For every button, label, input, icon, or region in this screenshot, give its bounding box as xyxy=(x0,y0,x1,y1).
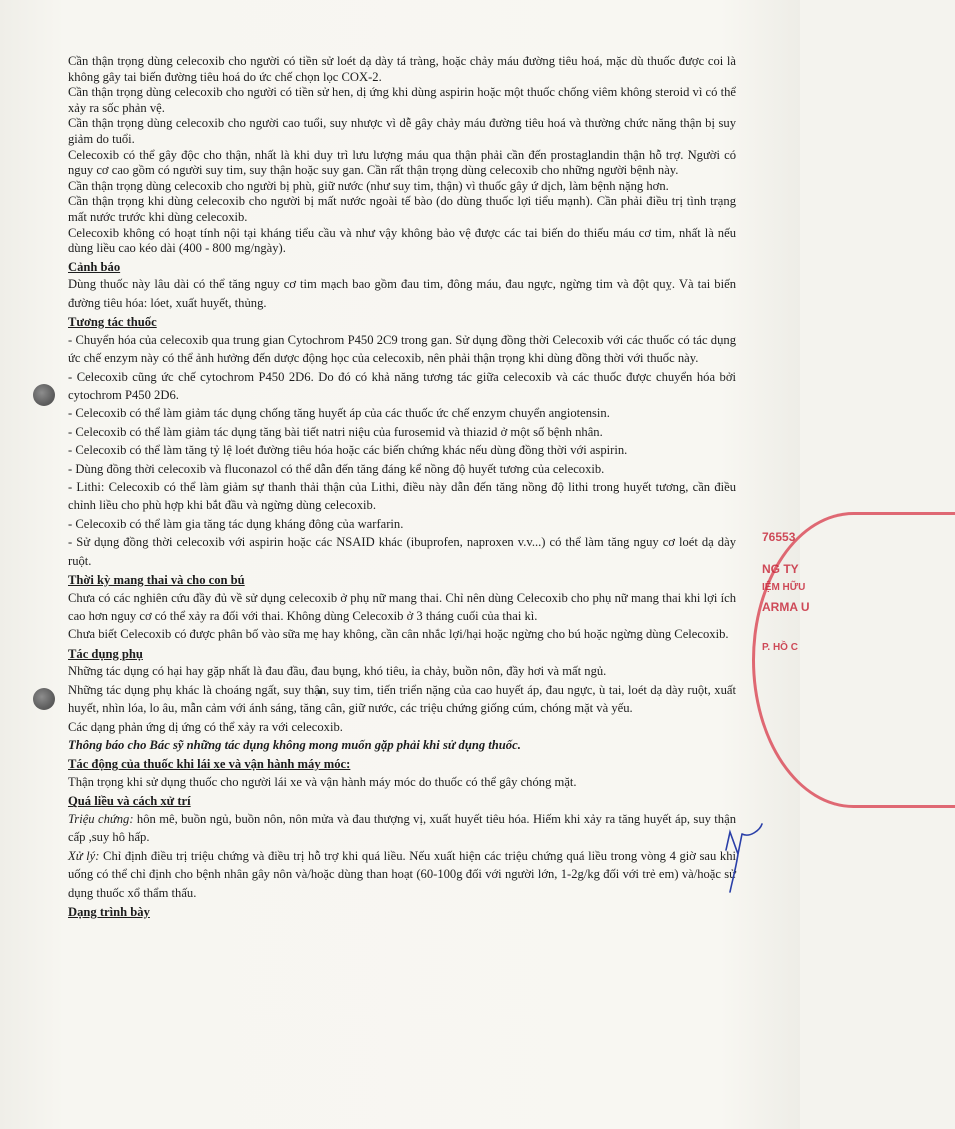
punch-hole-bottom xyxy=(33,688,55,710)
paragraph: Cần thận trọng dùng celecoxib cho người có tiền sử loét dạ dày tá tràng, hoặc chảy máu đường tiêu hoá, mặc dù thuốc được coi là không gây tai biến đường tiêu hoá do ức chế chọn lọc COX-2. xyxy=(68,54,736,84)
paragraph: Dùng thuốc này lâu dài có thể tăng nguy cơ tim mạch bao gồm đau tim, đông máu, đau ngực, ngừng tim và đột quỵ. Và tai biến đường tiêu hóa: lóet, xuất huyết, thủng. xyxy=(68,277,736,310)
paragraph: Cần thận trọng dùng celecoxib cho người có tiền sử hen, dị ứng khi dùng aspirin hoặc một thuốc chống viêm không steroid vì có thể xảy ra sốc phản vệ. xyxy=(68,85,736,115)
paragraph: Thận trọng khi sử dụng thuốc cho người lái xe và vận hành máy móc do thuốc có thể gây chóng mặt. xyxy=(68,775,577,790)
paragraph: Celecoxib có thể gây độc cho thận, nhất là khi duy trì lưu lượng máu qua thận phải cần đến prostaglandin thận hỗ trợ. Người có nguy cơ cao gồm có người suy tim, suy thận hoặc suy gan. Cần rất thận trọng dùng celecoxib cho những người bệnh này. xyxy=(68,147,736,178)
paragraph: - Dùng đồng thời celecoxib và fluconazol có thể dẫn đến tăng đáng kể nồng độ huyết tương của celecoxib. xyxy=(68,461,605,476)
paragraph: - Celecoxib có thể làm giảm tác dụng tăng bài tiết natri niệu của furosemid và thiazid ở một số bệnh nhân. xyxy=(68,424,603,439)
paragraph: Celecoxib không có hoạt tính nội tại kháng tiểu cầu và như vậy không bảo vệ được các tai biến do thiếu máu cơ tim, nhất là nếu dùng liều cao kéo dài (400 - 800 mg/ngày). xyxy=(68,225,736,256)
section-heading: Dạng trình bày xyxy=(68,905,150,920)
paragraph: - Celecoxib cũng ức chế cytochrom P450 2D6. Do đó có khả năng tương tác giữa celecoxib và các thuốc được chuyển hóa bởi cytochrom P450 2D6. xyxy=(68,369,736,402)
paragraph: Những tác dụng phụ khác là choáng ngất, suy thận, suy tim, tiến triển nặng của cao huyết áp, đau ngực, ù tai, loét dạ dày ruột, xuất huyết, nhìn lóa, lo âu, mẫn cảm với ánh sáng, tăng cân, giữ nước, các triệu chứng giống cúm, chóng mặt và yếu. xyxy=(68,682,736,716)
section-heading: Cảnh báo xyxy=(68,259,121,274)
paragraph: - Sử dụng đồng thời celecoxib với aspirin hoặc các NSAID khác (ibuprofen, naproxen v.v...) có thể làm tăng nguy cơ loét dạ dày ruột. xyxy=(68,535,736,568)
paragraph: - Lithi: Celecoxib có thể làm giảm sự thanh thải thận của Lithi, điều này dẫn đến tăng nồng độ lithi trong huyết tương, cần điều chỉnh liều cho phù hợp khi bắt đầu và ngừng dùng celecoxib. xyxy=(68,479,736,513)
paragraph: Những tác dụng có hại hay gặp nhất là đau đầu, đau bụng, khó tiêu, ỉa chảy, buồn nôn, đầy hơi và mất ngủ. xyxy=(68,664,607,679)
paragraph: - Celecoxib có thể làm gia tăng tác dụng kháng đông của warfarin. xyxy=(68,516,404,531)
paragraph: Thông báo cho Bác sỹ những tác dụng không mong muốn gặp phải khi sử dụng thuốc. xyxy=(68,738,521,753)
paragraph xyxy=(68,847,736,902)
company-stamp xyxy=(752,512,810,802)
section-heading: Thời kỳ mang thai và cho con bú xyxy=(68,573,245,587)
paragraph xyxy=(68,810,736,847)
paragraph: - Chuyển hóa của celecoxib qua trung gian Cytochrom P450 2C9 trong gan. Sử dụng đồng thời Celecoxib với các thuốc có tác dụng ức chế enzym này có thể ảnh hưởng đến dược động học của celecoxib, nên phải thận trọng khi dùng đồng thời với thuốc này. xyxy=(68,332,736,366)
stamp-text-2: NG TY xyxy=(762,562,799,576)
stamp-ring xyxy=(752,512,955,808)
stamp-text-5: P. HỒ C xyxy=(762,642,798,653)
paragraph: Cần thận trọng dùng celecoxib cho người bị phù, giữ nước (như suy tim, thận) vì thuốc gây ứ dịch, làm bệnh nặng hơn. xyxy=(68,178,669,193)
paragraph: Các dạng phản ứng dị ứng có thể xảy ra với celecoxib. xyxy=(68,719,343,734)
paragraph: - Celecoxib có thể làm tăng tỷ lệ loét đường tiêu hóa hoặc các biến chứng khác nếu dùng đồng thời với aspirin. xyxy=(68,443,628,458)
paragraph-text: hôn mê, buồn ngủ, buồn nôn, nôn mửa và đau thượng vị, xuất huyết tiêu hóa. Hiếm khi xảy ra tăng huyết áp, suy thận cấp ,suy hô hấp. xyxy=(68,812,736,845)
section-heading: Tác dụng phụ xyxy=(68,646,143,661)
paragraph: Chưa có các nghiên cứu đầy đủ về sử dụng celecoxib ở phụ nữ mang thai. Chỉ nên dùng Celecoxib cho phụ nữ mang thai khi lợi ích cao hơn nguy cơ có thể xảy ra đối với thai. Không dùng Celecoxib ở 3 tháng cuối của thai kì. xyxy=(68,590,736,623)
stamp-text-3: IỆM HỮU xyxy=(762,582,806,593)
handwritten-signature xyxy=(716,820,776,900)
section-heading: Tác động của thuốc khi lái xe và vận hành máy móc: xyxy=(68,757,351,772)
section-heading: Quá liều và cách xử trí xyxy=(68,794,191,809)
paragraph: Cần thận trọng khi dùng celecoxib cho người bị mất nước ngoài tế bào (do dùng thuốc lợi tiểu mạnh). Cần phải điều trị tình trạng mất nước trước khi dùng celecoxib. xyxy=(68,194,736,224)
paragraph: - Celecoxib có thể làm giảm tác dụng chống tăng huyết áp của các thuốc ức chế enzym chuyển angiotensin. xyxy=(68,406,610,421)
paragraph-label: Xử lý: xyxy=(68,848,100,863)
document-body xyxy=(68,54,736,921)
stamp-text-4: ARMA U xyxy=(762,600,810,614)
paragraph-label: Triệu chứng: xyxy=(68,812,134,827)
paragraph: Cần thận trọng dùng celecoxib cho người cao tuổi, suy nhược vì dễ gây chảy máu đường tiêu hoá và thường chức năng thận bị suy giảm do tuổi. xyxy=(68,116,736,146)
paragraph: Chưa biết Celecoxib có được phân bố vào sữa mẹ hay không, cần cân nhắc lợi/hại hoặc ngừng cho bú hoặc ngừng dùng Celecoxib. xyxy=(68,627,729,642)
section-heading: Tương tác thuốc xyxy=(68,315,157,330)
stamp-text-1: 76553 xyxy=(762,530,796,544)
paragraph-text: Chỉ định điều trị triệu chứng và điều trị hỗ trợ khi quá liều. Nếu xuất hiện các triệu chứng quá liều trong vòng 4 giờ sau khi uống có thể chỉ định cho bệnh nhân gây nôn và/hoặc dùng than hoạt (60-100g đối với người lớn, 1-2g/kg đối với trẻ em) và/hoặc sử dụng thuốc xổ thẩm thấu. xyxy=(68,848,736,900)
punch-hole-top xyxy=(33,384,55,406)
